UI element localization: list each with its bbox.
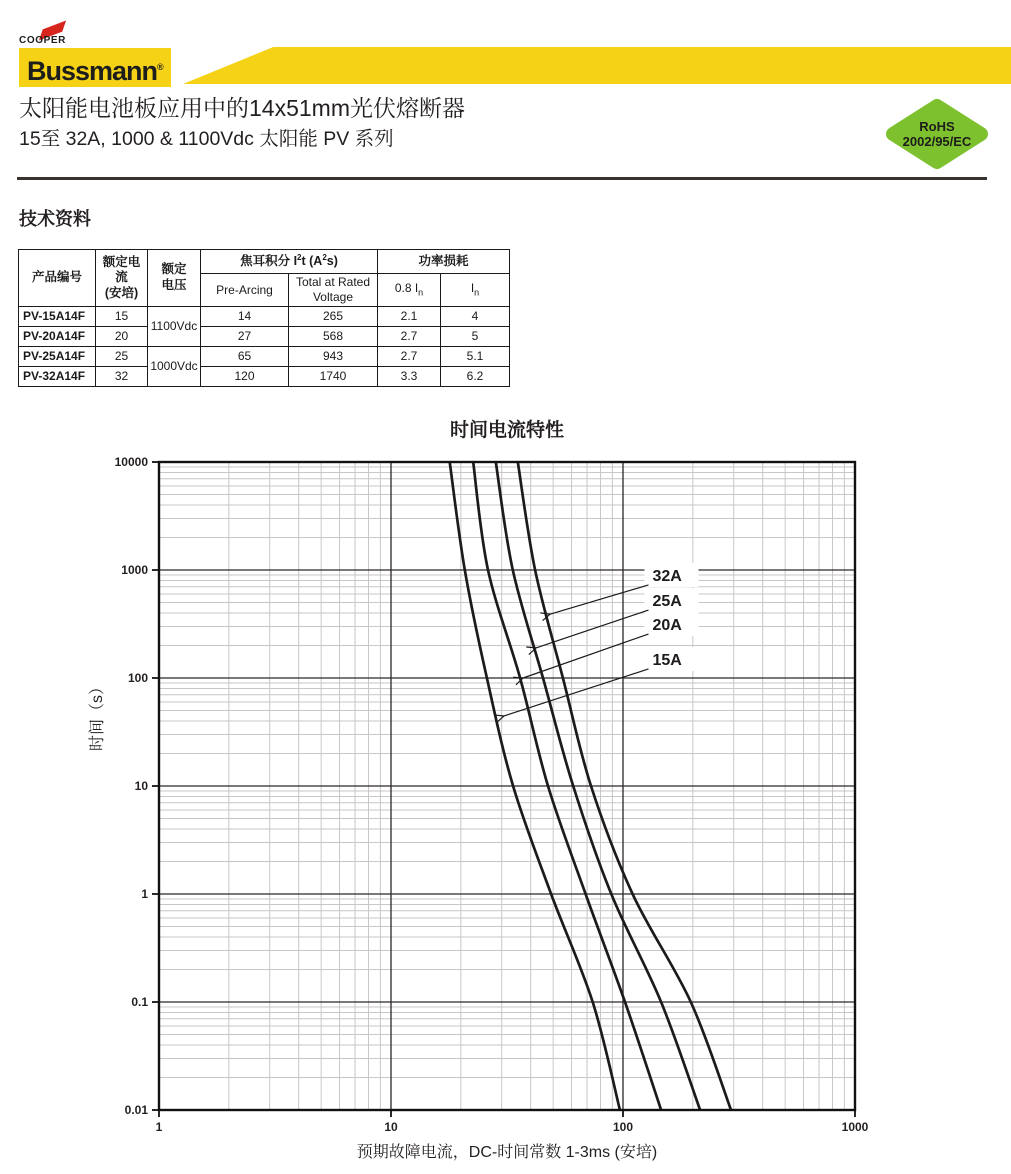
cell-p08: 2.7 [378, 347, 441, 367]
cell-voltage-1100: 1100Vdc [148, 307, 201, 347]
cell-pn: 5 [441, 327, 510, 347]
x-tick-label: 1000 [841, 1120, 869, 1134]
rohs-badge-line2: 2002/95/EC [902, 134, 972, 149]
cell-p08: 2.7 [378, 327, 441, 347]
y-tick-label: 1000 [121, 563, 148, 577]
cell-amps: 15 [96, 307, 148, 327]
cell-voltage-1000: 1000Vdc [148, 347, 201, 387]
cell-amps: 20 [96, 327, 148, 347]
cell-total: 1740 [289, 367, 378, 387]
yellow-header-band [183, 47, 1011, 84]
y-axis-title: 时间（s） [89, 678, 106, 752]
curve-label-arrow [504, 669, 648, 716]
bussmann-wordmark [19, 48, 171, 88]
group-header-power: 功率损耗 [378, 250, 510, 274]
x-tick-label: 100 [612, 1120, 634, 1134]
cell-p08: 2.1 [378, 307, 441, 327]
pn-prefix: I [470, 281, 475, 296]
curve-label-25A: 25A [652, 593, 682, 611]
cell-prearcing: 27 [201, 327, 289, 347]
curve-label-arrow [550, 585, 648, 614]
cooper-wordmark: COOPER [19, 35, 66, 46]
cell-total: 943 [289, 347, 378, 367]
p08-sub: n [418, 287, 424, 298]
curve-label-arrow [523, 634, 648, 678]
registered-mark: ® [157, 62, 164, 72]
chart-title: 时间电流特性 [449, 420, 565, 441]
time-current-chart [0, 415, 1011, 1174]
col-header-current [96, 250, 148, 307]
i2t-sup1: 2 [297, 253, 302, 263]
rohs-badge [885, 98, 989, 170]
header-divider [17, 177, 987, 180]
table-row [19, 327, 510, 347]
y-tick-label: 10000 [114, 455, 148, 469]
y-tick-label: 0.01 [124, 1103, 148, 1117]
cell-pn: 5.1 [441, 347, 510, 367]
i2t-part-b: t (A [301, 254, 323, 269]
col-header-prearcing: Pre-Arcing [201, 274, 289, 307]
col-header-part: 产品编号 [19, 250, 96, 307]
cell-prearcing: 120 [201, 367, 289, 387]
x-tick-label: 1 [155, 1120, 163, 1134]
rohs-badge-line1: RoHS [919, 119, 955, 134]
x-tick-label: 10 [384, 1120, 398, 1134]
page-title: 太阳能电池板应用中的14x51mm光伏熔断器 [19, 95, 465, 121]
x-axis-title: 预期故障电流，DC-时间常数 1-3ms (安培) [356, 1144, 658, 1161]
group-header-i2t [201, 250, 378, 274]
y-tick-label: 10 [134, 779, 148, 793]
col-header-pn [441, 274, 510, 307]
cell-prearcing: 65 [201, 347, 289, 367]
col-header-total: Total at Rated Voltage [289, 274, 378, 307]
cell-pn: 4 [441, 307, 510, 327]
i2t-part-a: 焦耳积分 I [240, 254, 298, 269]
page-subtitle: 15至 32A, 1000 & 1100Vdc 太阳能 PV 系列 [19, 128, 394, 150]
table-row [19, 347, 510, 367]
bussmann-wordmark-text: Bussmann [27, 56, 158, 86]
col-header-p08 [378, 274, 441, 307]
i2t-part-c: s) [326, 254, 338, 269]
cell-p08: 3.3 [378, 367, 441, 387]
table-row [19, 307, 510, 327]
col-header-current-l2: (安培) [104, 285, 139, 300]
i2t-sup2: 2 [322, 253, 327, 263]
section-title: 技术资料 [19, 209, 91, 229]
p08-prefix: 0.8 I [394, 281, 419, 296]
col-header-voltage-l1: 额定 [161, 262, 187, 277]
curve-label-15A: 15A [652, 651, 682, 669]
cell-part: PV-25A14F [19, 347, 96, 367]
bussmann-logo [19, 48, 171, 87]
cell-amps: 25 [96, 347, 148, 367]
y-tick-label: 0.1 [131, 995, 148, 1009]
spec-table [18, 249, 510, 387]
cell-total: 265 [289, 307, 378, 327]
cell-prearcing: 14 [201, 307, 289, 327]
cell-amps: 32 [96, 367, 148, 387]
pn-sub: n [474, 287, 480, 298]
curve-label-32A: 32A [652, 567, 682, 585]
cell-total: 568 [289, 327, 378, 347]
col-header-current-l1: 额定电流 [102, 254, 141, 285]
cell-pn: 6.2 [441, 367, 510, 387]
y-tick-label: 100 [127, 671, 148, 685]
col-header-voltage [148, 250, 201, 307]
col-header-voltage-l2: 电压 [161, 278, 187, 292]
curve-label-20A: 20A [652, 617, 682, 635]
cell-part: PV-20A14F [19, 327, 96, 347]
cell-part: PV-15A14F [19, 307, 96, 327]
table-row [19, 367, 510, 387]
cell-part: PV-32A14F [19, 367, 96, 387]
y-tick-label: 1 [141, 887, 148, 901]
